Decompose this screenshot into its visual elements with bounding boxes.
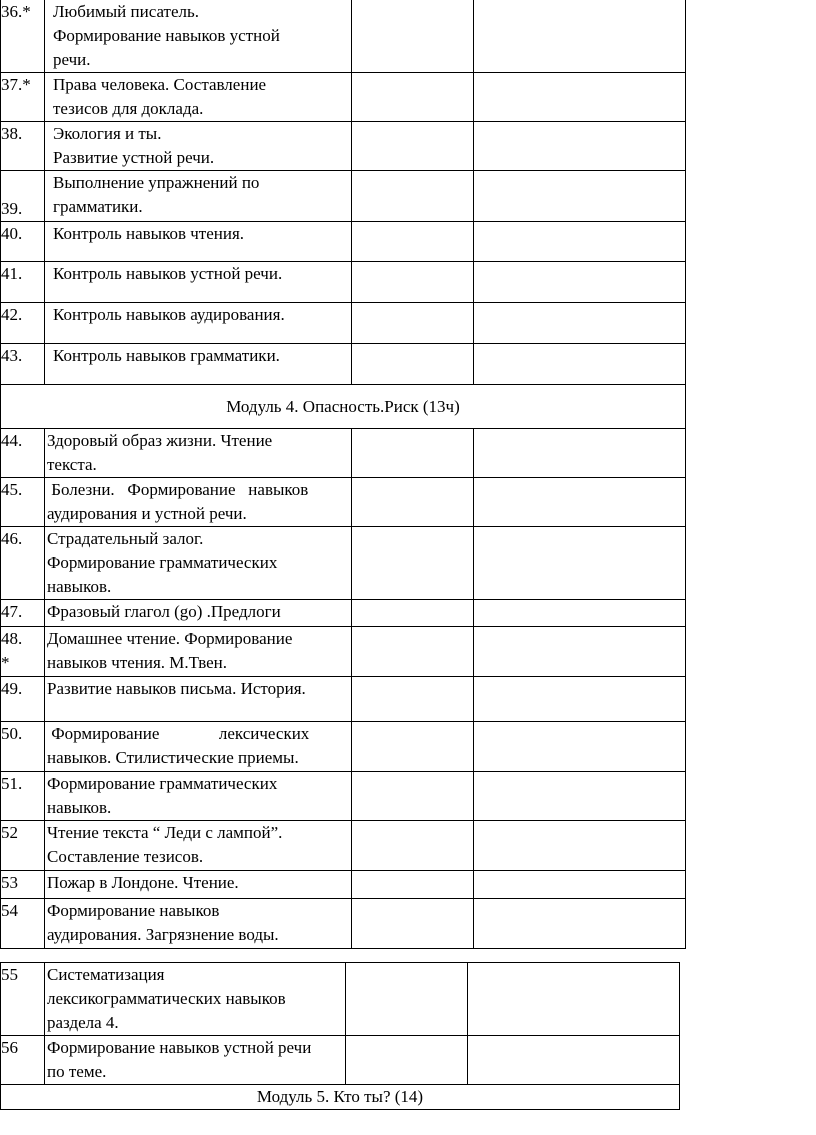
table-row	[1, 600, 686, 627]
table-row	[1, 0, 686, 73]
topic-line: Здоровый образ жизни. Чтение	[47, 431, 273, 450]
empty-cell	[352, 262, 474, 303]
empty-cell	[352, 600, 474, 627]
lesson-topic	[45, 627, 352, 677]
module-5-heading: Модуль 5. Кто ты? (14)	[1, 1085, 680, 1110]
lesson-number: 56	[1, 1036, 45, 1085]
topic-line: Страдательный залог.	[47, 529, 204, 548]
empty-cell	[474, 899, 686, 949]
topic-line: речи.	[53, 50, 91, 69]
topic-line: Формирование грамматических	[47, 553, 278, 572]
empty-cell	[352, 344, 474, 385]
table-row	[1, 963, 680, 1036]
empty-cell	[474, 527, 686, 600]
lesson-number: 53	[1, 871, 45, 899]
lesson-number: 52	[1, 821, 45, 871]
lesson-topic	[45, 429, 352, 478]
empty-cell	[352, 73, 474, 122]
lesson-topic	[45, 262, 352, 303]
lesson-number: 40.	[1, 222, 45, 262]
lesson-number: 41.	[1, 262, 45, 303]
lesson-number: 50.	[1, 722, 45, 772]
topic-line: Любимый писатель.	[53, 2, 200, 21]
lesson-topic	[45, 722, 352, 772]
topic-line: Формирование навыков устной	[53, 26, 280, 45]
table-row	[1, 821, 686, 871]
topic-line: Развитие устной речи.	[53, 148, 215, 167]
topic-line: навыков. Стилистические приемы.	[47, 748, 299, 767]
empty-cell	[474, 478, 686, 527]
empty-cell	[352, 871, 474, 899]
empty-cell	[474, 73, 686, 122]
table-row	[1, 303, 686, 344]
table-row	[1, 171, 686, 222]
topic-line: Контроль навыков аудирования.	[53, 305, 285, 324]
lesson-number: 38.	[1, 122, 45, 171]
lesson-topic	[45, 222, 352, 262]
topic-line: Чтение текста “ Леди с лампой”.	[47, 823, 283, 842]
table-row	[1, 871, 686, 899]
lesson-topic	[45, 73, 352, 122]
table-row	[1, 1036, 680, 1085]
lesson-topic	[45, 600, 352, 627]
topic-line: Домашнее чтение. Формирование	[47, 629, 293, 648]
table-row	[1, 722, 686, 772]
topic-line: Фразовый глагол (go) .Предлоги	[47, 602, 281, 621]
empty-cell	[352, 303, 474, 344]
topic-line: аудирования. Загрязнение воды.	[47, 925, 279, 944]
topic-line: текста.	[47, 455, 97, 474]
empty-cell	[474, 677, 686, 722]
topic-line: навыков.	[47, 577, 112, 596]
lesson-number: 37.*	[1, 73, 45, 122]
empty-cell	[352, 821, 474, 871]
table-row	[1, 527, 686, 600]
empty-cell	[352, 677, 474, 722]
topic-line: Экология и ты.	[53, 124, 162, 143]
lesson-number: 43.	[1, 344, 45, 385]
topic-line: Развитие навыков письма. История.	[47, 679, 306, 698]
lesson-topic	[45, 527, 352, 600]
empty-cell	[474, 262, 686, 303]
topic-line: Формирование грамматических	[47, 774, 278, 793]
lesson-number: 45.	[1, 478, 45, 527]
topic-line: аудирования и устной речи.	[47, 504, 247, 523]
table-row	[1, 262, 686, 303]
topic-line: Права человека. Составление	[53, 75, 267, 94]
topic-line: лексикограмматических навыков	[47, 989, 286, 1008]
table-row	[1, 627, 686, 677]
topic-line: Контроль навыков грамматики.	[53, 346, 280, 365]
lesson-plan-table-2	[0, 962, 680, 1110]
empty-cell	[352, 0, 474, 73]
topic-line: грамматики.	[53, 197, 143, 216]
empty-cell	[474, 122, 686, 171]
lesson-topic	[45, 963, 346, 1036]
empty-cell	[352, 627, 474, 677]
lesson-number: 47.	[1, 600, 45, 627]
module-4-heading: Модуль 4. Опасность.Риск (13ч)	[1, 385, 686, 429]
table-row	[1, 429, 686, 478]
topic-line: Выполнение упражнений по	[53, 173, 260, 192]
lesson-topic	[45, 899, 352, 949]
empty-cell	[474, 627, 686, 677]
empty-cell	[474, 871, 686, 899]
lesson-topic	[45, 772, 352, 821]
empty-cell	[352, 222, 474, 262]
empty-cell	[474, 722, 686, 772]
empty-cell	[352, 899, 474, 949]
empty-cell	[352, 527, 474, 600]
lesson-topic	[45, 1036, 346, 1085]
table-row	[1, 478, 686, 527]
lesson-topic	[45, 0, 352, 73]
lesson-topic	[45, 478, 352, 527]
lesson-topic	[45, 171, 352, 222]
topic-line: раздела 4.	[47, 1013, 119, 1032]
module-row	[1, 385, 686, 429]
module-row	[1, 1085, 680, 1110]
lesson-number: 46.	[1, 527, 45, 600]
table-row	[1, 222, 686, 262]
empty-cell	[346, 963, 468, 1036]
lesson-topic	[45, 821, 352, 871]
lesson-number: 48. *	[1, 627, 45, 677]
topic-line: тезисов для доклада.	[53, 99, 204, 118]
topic-line: Болезни. Формирование навыков	[47, 480, 309, 499]
empty-cell	[468, 963, 680, 1036]
topic-line: Составление тезисов.	[47, 847, 204, 866]
topic-line: Контроль навыков устной речи.	[53, 264, 283, 283]
lesson-number: 39.	[1, 171, 45, 222]
empty-cell	[474, 600, 686, 627]
empty-cell	[352, 722, 474, 772]
lesson-topic	[45, 344, 352, 385]
empty-cell	[474, 772, 686, 821]
empty-cell	[346, 1036, 468, 1085]
table-row	[1, 73, 686, 122]
empty-cell	[352, 429, 474, 478]
empty-cell	[474, 171, 686, 222]
lesson-number: 49.	[1, 677, 45, 722]
empty-cell	[474, 222, 686, 262]
topic-line: Формирование лексических	[47, 724, 310, 743]
topic-line: Систематизация	[47, 965, 165, 984]
topic-line: навыков.	[47, 798, 112, 817]
lesson-number: 55	[1, 963, 45, 1036]
lesson-number: 44.	[1, 429, 45, 478]
lesson-number: 51.	[1, 772, 45, 821]
empty-cell	[352, 772, 474, 821]
lesson-topic	[45, 303, 352, 344]
lesson-number: 42.	[1, 303, 45, 344]
lesson-topic	[45, 677, 352, 722]
table-row	[1, 772, 686, 821]
topic-line: Контроль навыков чтения.	[53, 224, 245, 243]
table-row	[1, 122, 686, 171]
empty-cell	[474, 0, 686, 73]
table-row	[1, 344, 686, 385]
lesson-number: 54	[1, 899, 45, 949]
topic-line: Формирование навыков устной речи	[47, 1038, 312, 1057]
empty-cell	[352, 171, 474, 222]
empty-cell	[474, 303, 686, 344]
empty-cell	[352, 478, 474, 527]
lesson-topic	[45, 871, 352, 899]
empty-cell	[474, 344, 686, 385]
empty-cell	[474, 429, 686, 478]
topic-line: по теме.	[47, 1062, 107, 1081]
empty-cell	[468, 1036, 680, 1085]
lesson-topic	[45, 122, 352, 171]
topic-line: навыков чтения. М.Твен.	[47, 653, 228, 672]
empty-cell	[474, 821, 686, 871]
empty-cell	[352, 122, 474, 171]
topic-line: Формирование навыков	[47, 901, 220, 920]
table-row	[1, 677, 686, 722]
topic-line: Пожар в Лондоне. Чтение.	[47, 873, 239, 892]
table-row	[1, 899, 686, 949]
lesson-number: 36.*	[1, 0, 45, 73]
